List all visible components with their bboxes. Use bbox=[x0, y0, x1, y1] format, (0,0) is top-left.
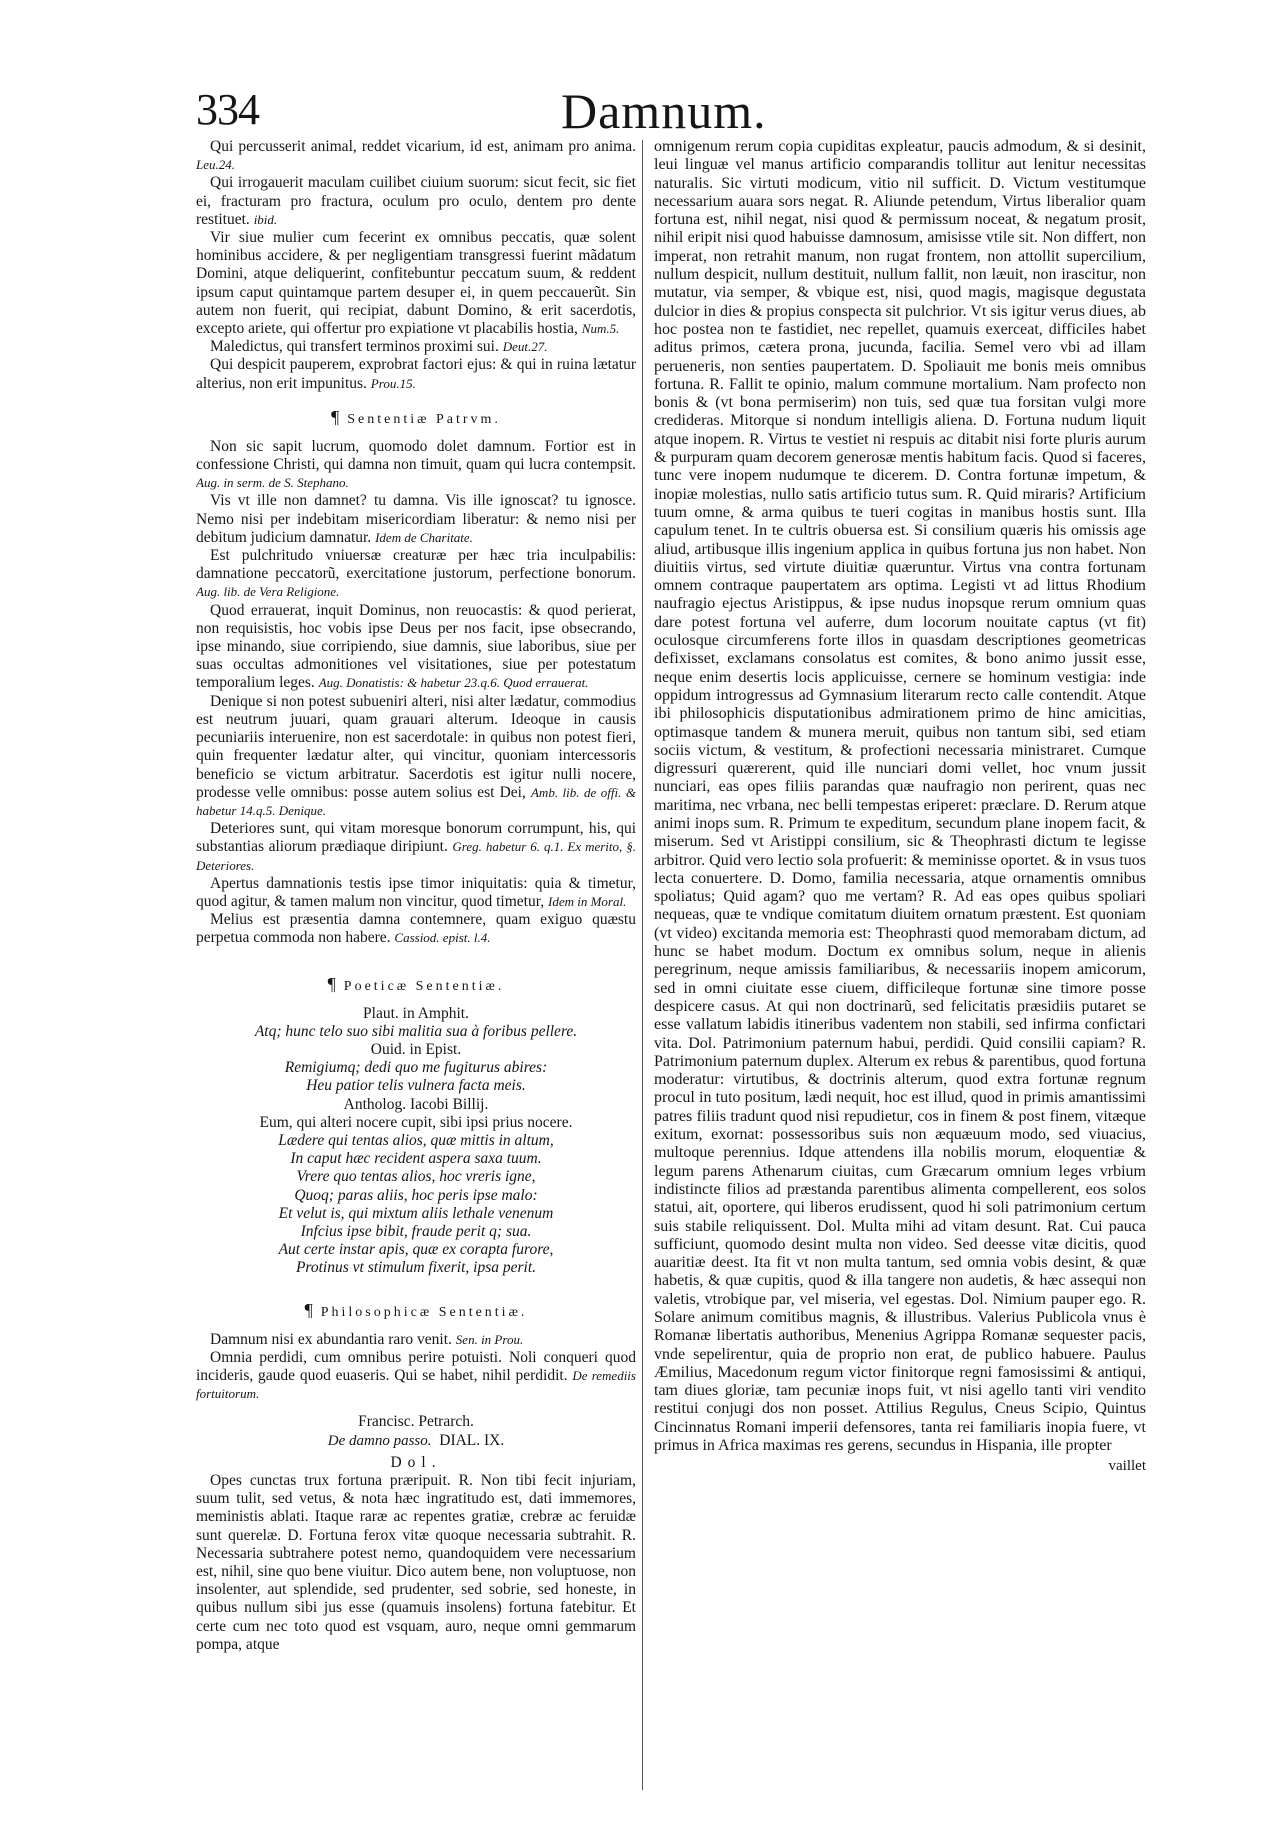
column-divider bbox=[642, 140, 643, 1790]
verse-line: In caput hæc recident aspera saxa tuum. bbox=[290, 1150, 542, 1168]
verse-line: Remigiumq; dedi quo me fugiturus abires: bbox=[284, 1059, 548, 1077]
sentence-text: Maledictus, qui transfert terminos proximi sui. bbox=[210, 338, 503, 356]
page-number: 334 bbox=[196, 85, 259, 134]
citation: Idem de Charitate. bbox=[375, 529, 473, 545]
petrarch-author: Francisc. Petrarch. bbox=[358, 1413, 474, 1431]
verse-line: Aut certe instar apis, quæ ex corapta furore, bbox=[278, 1241, 554, 1259]
pilcrow-icon: ¶ bbox=[331, 406, 340, 427]
citation: Num.5. bbox=[581, 321, 620, 337]
dialogue-paragraph: omnigenum rerum copia cupiditas expleatur, paucis admodum, & si desinit, leui linguæ vel manus artificio comparandis tollitur aut lenitur necessitas naturalis. Sic virtuti modicum, vitio nil sufficit. D. Victum vestitumque necessarium auara sors negat. R. Aliunde petendum, Virtus liberalior quam fortuna est, nihil negat, nisi quod & permissum noceat, & negatum prosit, nihil eripit nisi quod habuisse damnosum, amisisse vtile sit. Non differt, non imperat, non retrahit manum, non rugat frontem, non attollit supercilium, nullum despicit, nullum destituit, nullum fallit, non læuit, non irascitur, non mutatur, via semper, & vbique est, nisi, quod magis, magisque degustata dulcior in dies & propius conspecta sit pulchrior. Vt sis igitur verus diues, ab hoc postea non te fastidiet, nec repellet, quamuis exerceat, difficiles habet aditus primos, cætera prona, jucunda, facilia. Semel vero vbi ad illam perueneris, non senties paupertatem. D. Spoliauit me bonis meis omnibus fortuna. R. Fallit te opinio, malum commune mortalium. Nam profecto non bonis & (vt bona permiserim) non tuis, sed quæ tua forsitan vulgi more credideras. Mitorque si nondum intelligis aliena. D. Fortuna nudum liquit atque inopem. R. Virtus te vestiet ni respuis ac ditabit nisi forte pluris aurum & purpuram quam decorem generosæ mentis habitum facis. Quod si faceres, tunc vere inopem nudumque te dicerem. D. Contra fortunæ impetum, & inopiæ molestias, nullo satis artificio tutus sum. R. Quid miraris? Artificium tuum omne, & arma quibus te tueri cogitas in manibus hostis sunt. Illa capulum tenet. In te cultris obuersa est. Si consilium quæris his omissis age aliud, artibusque illis ingenium applica in quibus fortuna jus non habet. Non diuitiis virtus, sed virtute diuitiæ quæruntur. Virtus vna contra fortunam omnem contraque paupertatem ars optima. Legisti vt ad littus Rhodium naufragio ejectus Aristippus, & ipse nudus inopsque rerum omnium quas dare potest fortuna vel auferre, dum locorum nouitate captus (vt fit) oculosque circumferens forte illos in quasdam descriptiones geometricas defixisset, exclamans consolatus est comites, & bono animo jussit esse, neque enim desertis locis applicuisse, cernere se hominum vestigia: inde oppidum introgressus ad Gymnasium literarum recto calle contendit. Atque ibi philosophicis disputationibus admirationem primo de hinc amicitias, optimasque tandem & munera meruit, quibus non tantum sibi, sed etiam sociis victum, & vestitum, & profectioni necessaria ministraret. Cumque digressuri quærerent, quid ille nunciari domi vellet, hoc vnum jussit nunciari, eas opes filiis parandas quæ naufragio non perirent, quas nec maritima, nec vrbana, nec belli tempestas eriperet: præclare. D. Rerum atque animi inops sum. R. Primum te expeditum, secundum plane inopem facit, & miserum. Sed vt Aristippi consilium, sic & Theophrasti dictum te legisse arbitror. Quid vero lectio sola profuerit: & meminisse oportet. & in vsus tuos lecta conuertere. D. Domo, familia necessaria, atque ornamentis omnibus spoliatus; Quid agam? quo me vertam? R. Ad eas opes quibus spoliari nequeas, quæ te vndique comitatum diuitem ornatum præstent. Est quoniam (vt video) excitanda memoria est: Theophrasti quod memorabam dictum, ad hunc se habet modum. Doctum ex omnibus solum, neque in alienis peregrinum, neque amissis familiaribus, & necessariis inopem amicorum, sed in omni ciuitate esse ciuem, difficileque fortunæ sine timore posse despicere casus. At qui non doctrinarũ, sed felicitatis præsidiis putaret se esse vallatum labidis itineribus vadentem non stabili, sed infirma confictari vita. Dol. Patrimonium paternum habui, perdidi. Quid consilii capiam? R. Patrimonium paternum duplex. Alterum ex rebus & parentibus, quod fortuna moderatur: virtutibus, & doctrinis alterum, quod extra fortunæ regnum procul in tuto positum, lædi nequit, hoc est illud, quod in primis amantissimi patres filiis tradunt quod nisi repudietur, cos in finem & post finem, vitæque exitum, exornat: possessoribus suis non æquæuum modo, sed viuacius, multoque perennius. Idque attendens illa nobilis morum, eloquentiæ & legum parens Athenarum ciuitas, cum Græcarum omnium leges vrbium indistincte filios ad præstanda parentibus alimenta compellerent, eos solos statui, ait, oportere, qui liberos erudissent, quod hi soli patrimonium certum suis stabile reliquissent. Dol. Multa mihi ad vitam desunt. Rat. Cui pauca sufficiunt, quomodo desint multa non video. Sed deesse vitæ dicitis, quod auaritiæ deest. Ita fit vt non multa tantum, sed omnia vobis desint, & quæ habetis, & quæ cupitis, quod & illa tangere non audetis, & hæc assequi non valetis, vtrobique par, vel miseria, vel egestas. Dol. Nimium pauper ego. R. Solare animum comitibus magnis, & illustribus. Valerius Publicola vnus è Romanæ libertatis authoribus, Menenius Agrippa Romanæ sequester pacis, vnde sepelirentur, quia de proprio non erat, de publico habuere. Paulus Æmilius, Macedonum regum victor finitorque regni famosissimi & antiqui, tam diues gloriæ, tam pecuniæ inops fuit, vt nisi agello tanti viri vendito restitui conjugi dos non posset. Attilius Regulus, Cneus Scipio, Quintus Cincinnatus Romani imperii defensores, tanta rei familiaris inopia fuere, vt primus in Africa maximas res gerens, secundus in Hispania, ille propter bbox=[654, 138, 1146, 1455]
left-column bbox=[196, 138, 636, 1788]
speaker-label: Dol. bbox=[390, 1453, 442, 1471]
verse-line: Quoq; paras aliis, hoc peris ipse malo: bbox=[294, 1186, 538, 1204]
right-column-text bbox=[654, 138, 1146, 1455]
rubric-title: Sententiæ Patrvm. bbox=[347, 411, 501, 427]
sentence-paragraph bbox=[196, 356, 636, 392]
sentence-text: Damnum nisi ex abundantia raro venit. bbox=[210, 1330, 456, 1348]
sentence-text: Non sic sapit lucrum, quomodo dolet damnum. Fortior est in confessione Christi, qui damna non timuit, quam qui lucra contempsit. bbox=[196, 437, 636, 474]
citation: Greg. habetur 6. q.1. Ex merito, §. Deteriores. bbox=[196, 839, 636, 873]
citation: ibid. bbox=[253, 211, 278, 227]
sentence-text: Est pulchritudo vniuersæ creaturæ per hæc tria inculpabilis: damnatione peccatorũ, exercitatione justorum, perfectione bonorum. bbox=[196, 547, 636, 583]
petrarch-title: De damno passo. bbox=[327, 1432, 432, 1449]
verse-source: Plaut. in Amphit. bbox=[363, 1004, 469, 1022]
verse-line: Lædere qui tentas alios, quæ mittis in altum, bbox=[278, 1131, 554, 1149]
sentence-paragraph bbox=[196, 338, 636, 356]
petrarch-paragraph: Opes cunctas trux fortuna præripuit. R. Non tibi fecit injuriam, suum tulit, sed vetus, & nota hæc ingratitudo est, dati immemores, meministis ablati. Itaque raræ ac repentes gratiæ, crebræ ac feruidæ sunt querelæ. D. Fortuna ferox vitæ quoque necessaria subtrahit. R. Necessaria subtrahere potest nemo, quandoquidem vere necessarium est, nihil, sine quo bene viuitur. Dico autem bene, non voluptuose, non insolenter, aut splendide, sed prudenter, sed sobrie, sed honeste, in quibus nullum sibi jus esse (quamuis insolens) fortuna fatebitur. Et certe cum nec toto quod est vsquam, auro, neque omni gemmarum pompa, atque bbox=[196, 1472, 636, 1653]
right-column bbox=[654, 138, 1146, 1778]
citation: Sen. in Prou. bbox=[455, 1331, 524, 1347]
verse-line: Infcius ipse bibit, fraude perit q; sua. bbox=[300, 1222, 532, 1240]
sentence-text: Vir siue mulier cum fecerint ex omnibus peccatis, quæ solent hominibus accidere, & per negligentiam transgressi fuerint mãdatum Domini, atque deliquerint, confitebuntur peccatum suum, & reddent ipsum caput quintamque partem desuper ei, in quem peccauerũt. Sin autem non fuerit, qui recipiat, dabunt Domino, & erit sacerdotis, excepto ariete, qui offertur pro expiatione vt placabilis hostia, bbox=[196, 229, 636, 338]
page-header bbox=[196, 84, 1146, 144]
sentence-paragraph bbox=[196, 602, 636, 693]
verse-line: Heu patior telis vulnera facta meis. bbox=[306, 1077, 526, 1095]
sentence-paragraph bbox=[196, 492, 636, 547]
citation: Cassiod. epist. l.4. bbox=[394, 930, 491, 946]
sentence-paragraph bbox=[196, 174, 636, 229]
sentence-paragraph bbox=[196, 1331, 636, 1349]
pilcrow-icon: ¶ bbox=[304, 1299, 313, 1320]
sentence-text: Qui irrogauerit maculam cuilibet ciuium suorum: sicut fecit, sic fiet ei, fracturam pro fractura, oculum pro oculo, dentem pro dente restituet. bbox=[196, 174, 636, 228]
running-title: Damnum. bbox=[561, 83, 767, 139]
verse-line: Protinus vt stimulum fixerit, ipsa perit. bbox=[295, 1259, 537, 1277]
petrarch-dialogue-number: DIAL. IX. bbox=[439, 1431, 505, 1449]
rubric-poeticae-sententiae bbox=[196, 974, 636, 995]
sentence-text: Qui percusserit animal, reddet vicarium, id est, animam pro anima. bbox=[210, 138, 636, 155]
sentence-text: Melius est præsentia damna contemnere, quam exiguo quæstu perpetua commoda non habere. bbox=[196, 911, 636, 947]
citation: De remediis fortuitorum. bbox=[196, 1367, 636, 1402]
pilcrow-icon: ¶ bbox=[327, 973, 336, 994]
petrarch-dialogue-heading bbox=[196, 1432, 636, 1450]
sentence-paragraph bbox=[196, 1349, 636, 1404]
sentence-text: Qui despicit pauperem, exprobrat factori ejus: & qui in ruina lætatur alterius, non erit impunitus. bbox=[196, 356, 636, 392]
sentence-text: Denique si non potest subueniri alteri, nisi alter lædatur, commodius est neutrum juuari, quam grauari alterum. Ideoque in causis pecuniariis interuenire, non est sacerdotale: in quibus non potest fieri, quin frequenter lædatur alter, qui vincitur, quoniam intercessoris beneficio se victum arbitratur. Sacerdotis est igitur nulli nocere, prodesse velle omnibus: posse autem solius est Dei, bbox=[196, 692, 636, 801]
citation: Leu.24. bbox=[196, 157, 235, 173]
sentence-paragraph bbox=[196, 547, 636, 602]
rubric-title: Poeticæ Sententiæ. bbox=[343, 978, 505, 994]
citation: Aug. lib. de Vera Religione. bbox=[196, 584, 340, 600]
citation: Amb. lib. de offi. & habetur 14.q.5. Denique. bbox=[196, 784, 636, 818]
verse-line: Et velut is, qui mixtum aliis lethale venenum bbox=[278, 1204, 554, 1222]
patrum-section bbox=[196, 438, 636, 948]
rubric-sententiae-patrum bbox=[196, 407, 636, 428]
sentence-paragraph bbox=[196, 911, 636, 947]
rubric-title: Philosophicæ Sententiæ. bbox=[320, 1304, 528, 1320]
sentence-text: Apertus damnationis testis ipse timor iniquitatis: quia & timetur, quod agitur, & tamen malum non vincitur, quod timetur, bbox=[196, 874, 636, 910]
citation: Idem in Moral. bbox=[548, 893, 627, 909]
citation: Aug. in serm. de S. Stephano. bbox=[196, 475, 349, 491]
verse-source: Ouid. in Epist. bbox=[370, 1040, 462, 1058]
sentence-text: Omnia perdidi, cum omnibus perire potuisti. Noli conqueri quod incideris, gaude quod euaseris. Qui se habet, nihil perdidit. bbox=[196, 1348, 636, 1384]
sentence-text: Deteriores sunt, qui vitam moresque bonorum corrumpunt, his, qui substantias aliorum prædiaque diripiunt. bbox=[196, 820, 636, 856]
verse-source: Eum, qui alteri nocere cupit, sibi ipsi prius nocere. bbox=[259, 1113, 573, 1131]
verse-line: Atq; hunc telo suo sibi malitia sua à foribus pellere. bbox=[254, 1022, 578, 1040]
sentence-text: Vis vt ille non damnet? tu damna. Vis ille ignoscat? tu ignosce. Nemo nisi per indebitam misericordiam liberatur: & nemo nisi per debitum judicium damnatur. bbox=[196, 492, 636, 546]
catchword: vaillet bbox=[1108, 1458, 1146, 1475]
verse-source: Antholog. Iacobi Billij. bbox=[343, 1095, 489, 1113]
sentence-paragraph bbox=[196, 229, 636, 338]
philosophy-section bbox=[196, 1331, 636, 1404]
sentence-paragraph bbox=[196, 138, 636, 174]
sentence-paragraph bbox=[196, 438, 636, 493]
citation: Prou.15. bbox=[370, 375, 416, 391]
verse-line: Vrere quo tentas alios, hoc vreris igne, bbox=[296, 1168, 536, 1186]
poetry-section bbox=[196, 1005, 636, 1278]
sentence-paragraph bbox=[196, 693, 636, 820]
rubric-philosophicae-sententiae bbox=[196, 1300, 636, 1321]
sentence-paragraph bbox=[196, 875, 636, 911]
citation: Aug. Donatistis: & habetur 23.q.6. Quod errauerat. bbox=[318, 675, 589, 691]
sentence-text: Quod errauerat, inquit Dominus, non reuocastis: & quod perierat, non requisistis, hoc vobis ipse Deus per nos facit, ipse obsecrando, ipse minando, siue corripiendo, siue damnis, siue laboribus, siue per suas occultas admonitiones vel visitationes, siue per potestatum temporalium leges. bbox=[196, 601, 636, 692]
sentence-paragraph bbox=[196, 820, 636, 875]
citation: Deut.27. bbox=[502, 339, 548, 355]
scripture-section bbox=[196, 138, 636, 393]
